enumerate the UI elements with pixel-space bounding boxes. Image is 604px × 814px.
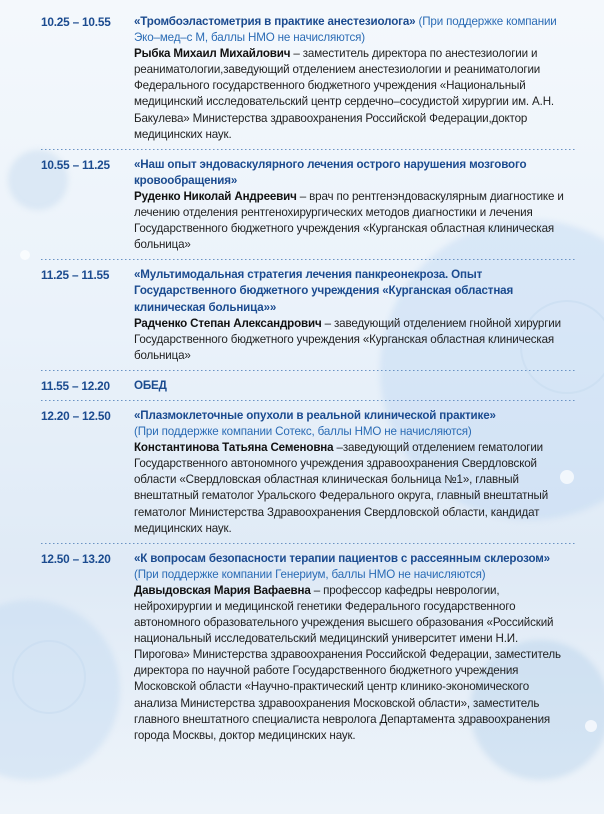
session-content — [134, 408, 574, 537]
session-row — [0, 157, 604, 254]
session-note: (При поддержке компании Сотекс, баллы НМО не начисляются) — [134, 425, 472, 439]
speaker-description: –заведующий отделением гематологии Государственного автономного учреждения здравоохранения Свердловской области «Свердловская областная клиническая больница №1», главный внештатный гематолог Уральского Федерального округа, главный внештатный гематолог Министерства Здравоохранения Свердловской области, кандидат медицинских наук. — [134, 441, 549, 535]
speaker-name: Радченко Степан Александрович — [134, 316, 322, 330]
dotted-separator — [41, 370, 575, 371]
dotted-separator — [41, 543, 575, 544]
dotted-separator — [41, 259, 575, 260]
session-content — [134, 267, 574, 364]
dotted-separator — [41, 149, 575, 150]
session-title: «Плазмоклеточные опухоли в реальной клинической практике» — [134, 408, 496, 422]
speaker-description: – профессор кафедры неврологии, нейрохирургии и медицинской генетики Федерального государственного автономного образовательного учреждения высшего образования «Российский национальный исследовательский медицинский университет имени Н.И. Пирогова» Министерства здравоохранения Российской Федерации, заместитель директора по научной работе Государственного бюджетного учреждения Московской области «Научно-практический центр клинико-экономического анализа Министерства здравоохранения Московской области», заместитель главного внештатного специалиста невролога Департамента здравоохранения города Москвы, доктор медицинских наук. — [134, 583, 561, 742]
session-time: 12.20 – 12.50 — [41, 408, 111, 423]
speaker-description: – заместитель директора по анестезиологии и реаниматологии,заведующий отделением анестезиологии и реаниматологии Федерального государственного бюджетного учреждения «Национальный медицинский исследовательский центр сердечно–сосудистой хирургии им. А.Н. Бакулева» Министерства здравоохранения Российской Федерации,доктор медицинских наук. — [134, 47, 554, 141]
speaker-name: Руденко Николай Андреевич — [134, 189, 297, 203]
lunch-row — [0, 378, 604, 394]
session-content — [134, 157, 574, 254]
session-time: 10.55 – 11.25 — [41, 157, 110, 172]
session-title: «Тромбоэластометрия в практике анестезиолога» — [134, 15, 416, 28]
session-time: 12.50 – 13.20 — [41, 551, 111, 566]
speaker-name: Константинова Татьяна Семеновна — [134, 441, 334, 455]
lunch-content — [134, 378, 574, 394]
lunch-time: 11.55 – 12.20 — [41, 378, 110, 393]
session-time: 10.25 – 10.55 — [41, 15, 111, 29]
lunch-label: ОБЕД — [134, 378, 167, 392]
session-title: «К вопросам безопасности терапии пациентов с рассеянным склерозом» — [134, 551, 550, 565]
session-row — [0, 267, 604, 364]
speaker-description: – заведующий отделением гнойной хирургии Государственного бюджетного учреждения «Курганская областная клиническая больница» — [134, 316, 561, 362]
session-row — [0, 408, 604, 537]
speaker-name: Давыдовская Мария Вафаевна — [134, 583, 311, 597]
session-time: 11.25 – 11.55 — [41, 268, 110, 283]
agenda — [0, 14, 604, 744]
session-title: «Мультимодальная стратегия лечения панкреонекроза. Опыт Государственного бюджетного учреждения «Курганская областная клиническая больница»» — [134, 268, 514, 314]
session-row — [0, 14, 604, 143]
session-note: (При поддержке компании Эко–мед–с М, баллы НМО не начисляются) — [134, 15, 557, 45]
speaker-description: – врач по рентгенэндоваскулярным диагностике и лечению отделения рентгенохирургических методов диагностики и лечения Государственного бюджетного учреждения «Курганская областная клиническая больница» — [134, 189, 564, 252]
session-title: «Наш опыт эндоваскулярного лечения острого нарушения мозгового кровообращения» — [134, 157, 527, 187]
session-content — [134, 14, 574, 143]
dotted-separator — [41, 400, 575, 401]
session-note: (При поддержке компании Генериум, баллы НМО не начисляются) — [134, 567, 486, 581]
speaker-name: Рыбка Михаил Михайлович — [134, 47, 291, 61]
session-content — [134, 551, 574, 744]
session-row — [0, 551, 604, 744]
